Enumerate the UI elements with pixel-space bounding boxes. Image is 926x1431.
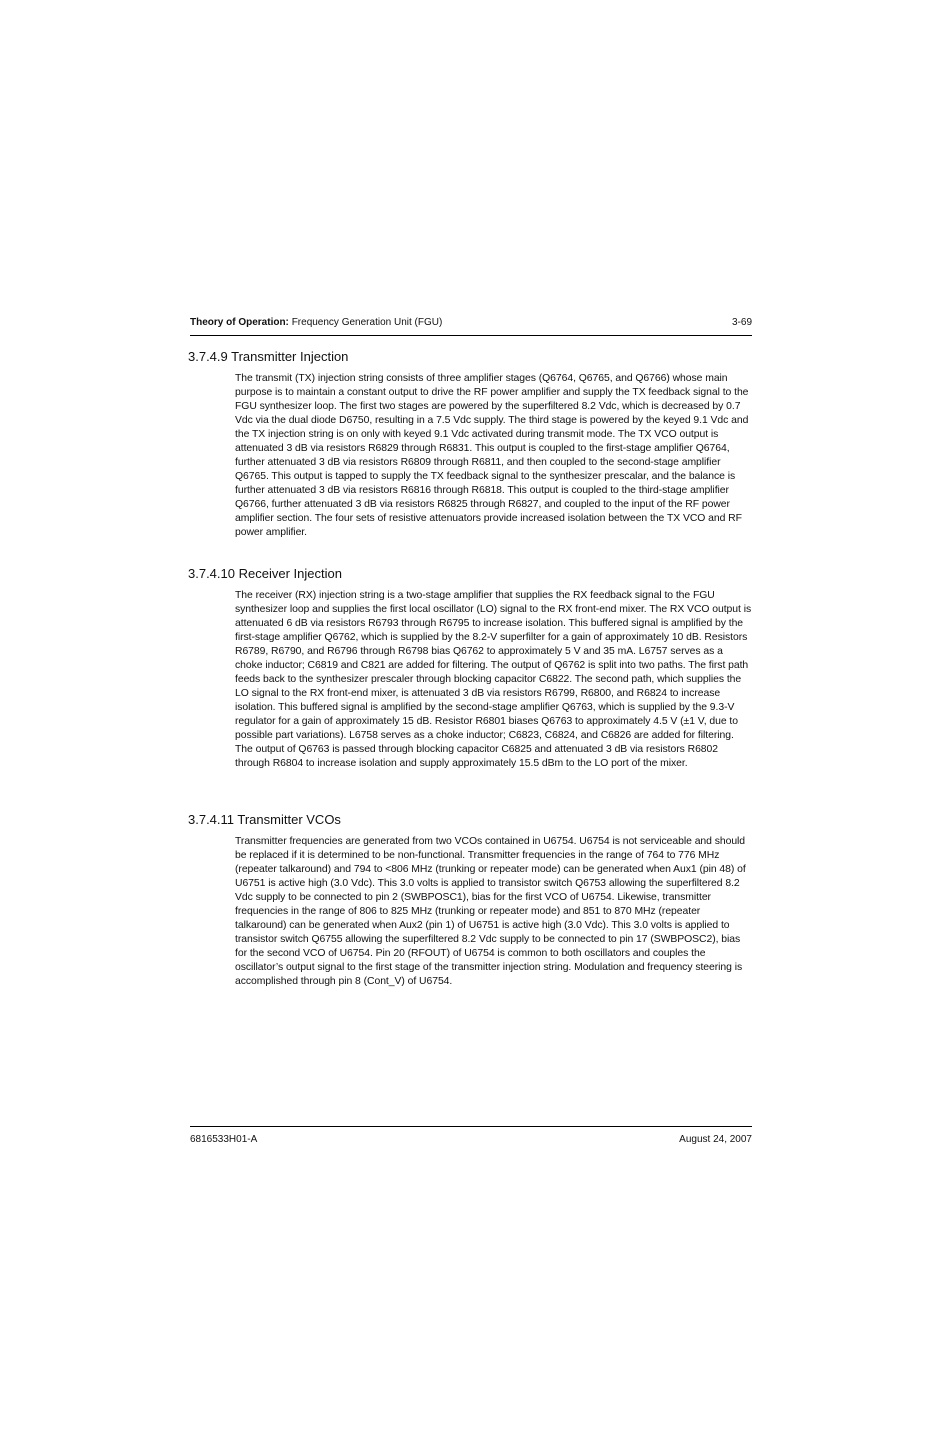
header-rule [190, 335, 752, 336]
header-section-bold: Theory of Operation: [190, 317, 289, 328]
running-header [190, 316, 752, 330]
section-heading-receiver-injection: 3.7.4.10 Receiver Injection [188, 566, 342, 581]
publication-date: August 24, 2007 [679, 1134, 752, 1145]
section-heading-transmitter-vcos: 3.7.4.11 Transmitter VCOs [188, 812, 341, 827]
section-body-transmitter-vcos: Transmitter frequencies are generated from two VCOs contained in U6754. U6754 is not serviceable and should be replaced if it is determined to be non-functional. Transmitter frequencies in the range of 764 to 776 MHz (repeater talkaround) and 794 to <806 MHz (trunking or repeater mode) can be generated when Aux1 (pin 48) of U6751 is active high (3.0 Vdc). This 3.0 volts is applied to transistor switch Q6753 allowing the superfiltered 8.2 Vdc supply to be connected to pin 2 (SWBPOSC1), bias for the first VCO of U6754. Likewise, transmitter frequencies in the range of 806 to 825 MHz (trunking or repeater mode) and 851 to 870 MHz (repeater talkaround) can be generated when Aux2 (pin 1) of U6751 is active high (3.0 Vdc). This 3.0 volts is applied to transistor switch Q6755 allowing the superfiltered 8.2 Vdc supply to be connected to pin 17 (SWBPOSC2), bias for the second VCO of U6754. Pin 20 (RFOUT) of U6754 is common to both oscillators and couples the oscillator’s output signal to the first stage of the transmitter injection string. Modulation and frequency steering is accomplished through pin 8 (Cont_V) of U6754. [235, 836, 746, 987]
section-body-receiver-injection: The receiver (RX) injection string is a two-stage amplifier that supplies the RX feedback signal to the FGU synthesizer loop and supplies the first local oscillator (LO) signal to the RX front-end mixer. The RX VCO output is attenuated 6 dB via resistors R6793 through R6795 to increase isolation. This buffered signal is amplified by the first-stage amplifier Q6762, which is supplied by the 8.2-V superfilter for a gain of approximately 10 dB. Resistors R6789, R6790, and R6796 through R6798 bias Q6762 to approximately 5 V and 35 mA. L6757 serves as a choke inductor; C6819 and C821 are added for filtering. The output of Q6762 is split into two paths. The first path feeds back to the synthesizer prescaler through blocking capacitor C6822. The second path, which supplies the LO signal to the RX front-end mixer, is attenuated 3 dB via resistors R6799, R6800, and R6824 to increase isolation. This buffered signal is amplified by the second-stage amplifier Q6763, which is supplied by the 9.3-V regulator for a gain of approximately 15 dB. Resistor R6801 biases Q6763 to approximately 4.5 V (±1 V, due to possible part variations). L6758 serves as a choke inductor; C6823, C6824, and C6826 are added for filtering. The output of Q6763 is passed through blocking capacitor C6825 and attenuated 3 dB via resistors R6802 through R6804 to increase isolation and supply approximately 15.5 dBm to the LO port of the mixer. [235, 590, 752, 769]
section-body-transmitter-injection: The transmit (TX) injection string consists of three amplifier stages (Q6764, Q6765, and Q6766) whose main purpose is to maintain a constant output to drive the RF power amplifier and supply the TX feedback signal to the FGU synthesizer loop. The first two stages are powered by the superfiltered 8.2 Vdc, which is decreased by 0.7 Vdc via the dual diode D6750, resulting in a 7.5 Vdc supply. The third stage is powered by the keyed 9.1 Vdc and the TX injection string is on only with keyed 9.1 Vdc activated during transmit mode. The TX VCO output is attenuated 3 dB via resistors R6829 through R6831. This output is coupled to the first-stage amplifier Q6764, further attenuated 3 dB via resistors R6809 through R6811, and then coupled to the second-stage amplifier Q6765. This output is tapped to supply the TX feedback signal to the synthesizer prescalar, and the balance is further attenuated 3 dB via resistors R6816 through R6818. This output is coupled to the third-stage amplifier Q6766, further attenuated 3 dB via resistors R6825 through R6827, and coupled to the input of the RF power amplifier section. The four sets of resistive attenuators provide increased isolation between the TX VCO and RF power amplifier. [235, 373, 749, 538]
document-number: 6816533H01-A [190, 1134, 258, 1145]
page-number: 3-69 [731, 317, 752, 328]
running-footer [190, 1133, 752, 1147]
header-title [190, 316, 442, 330]
footer-rule [190, 1126, 752, 1127]
header-section-title: Frequency Generation Unit (FGU) [291, 317, 443, 328]
section-heading-transmitter-injection: 3.7.4.9 Transmitter Injection [188, 349, 349, 364]
